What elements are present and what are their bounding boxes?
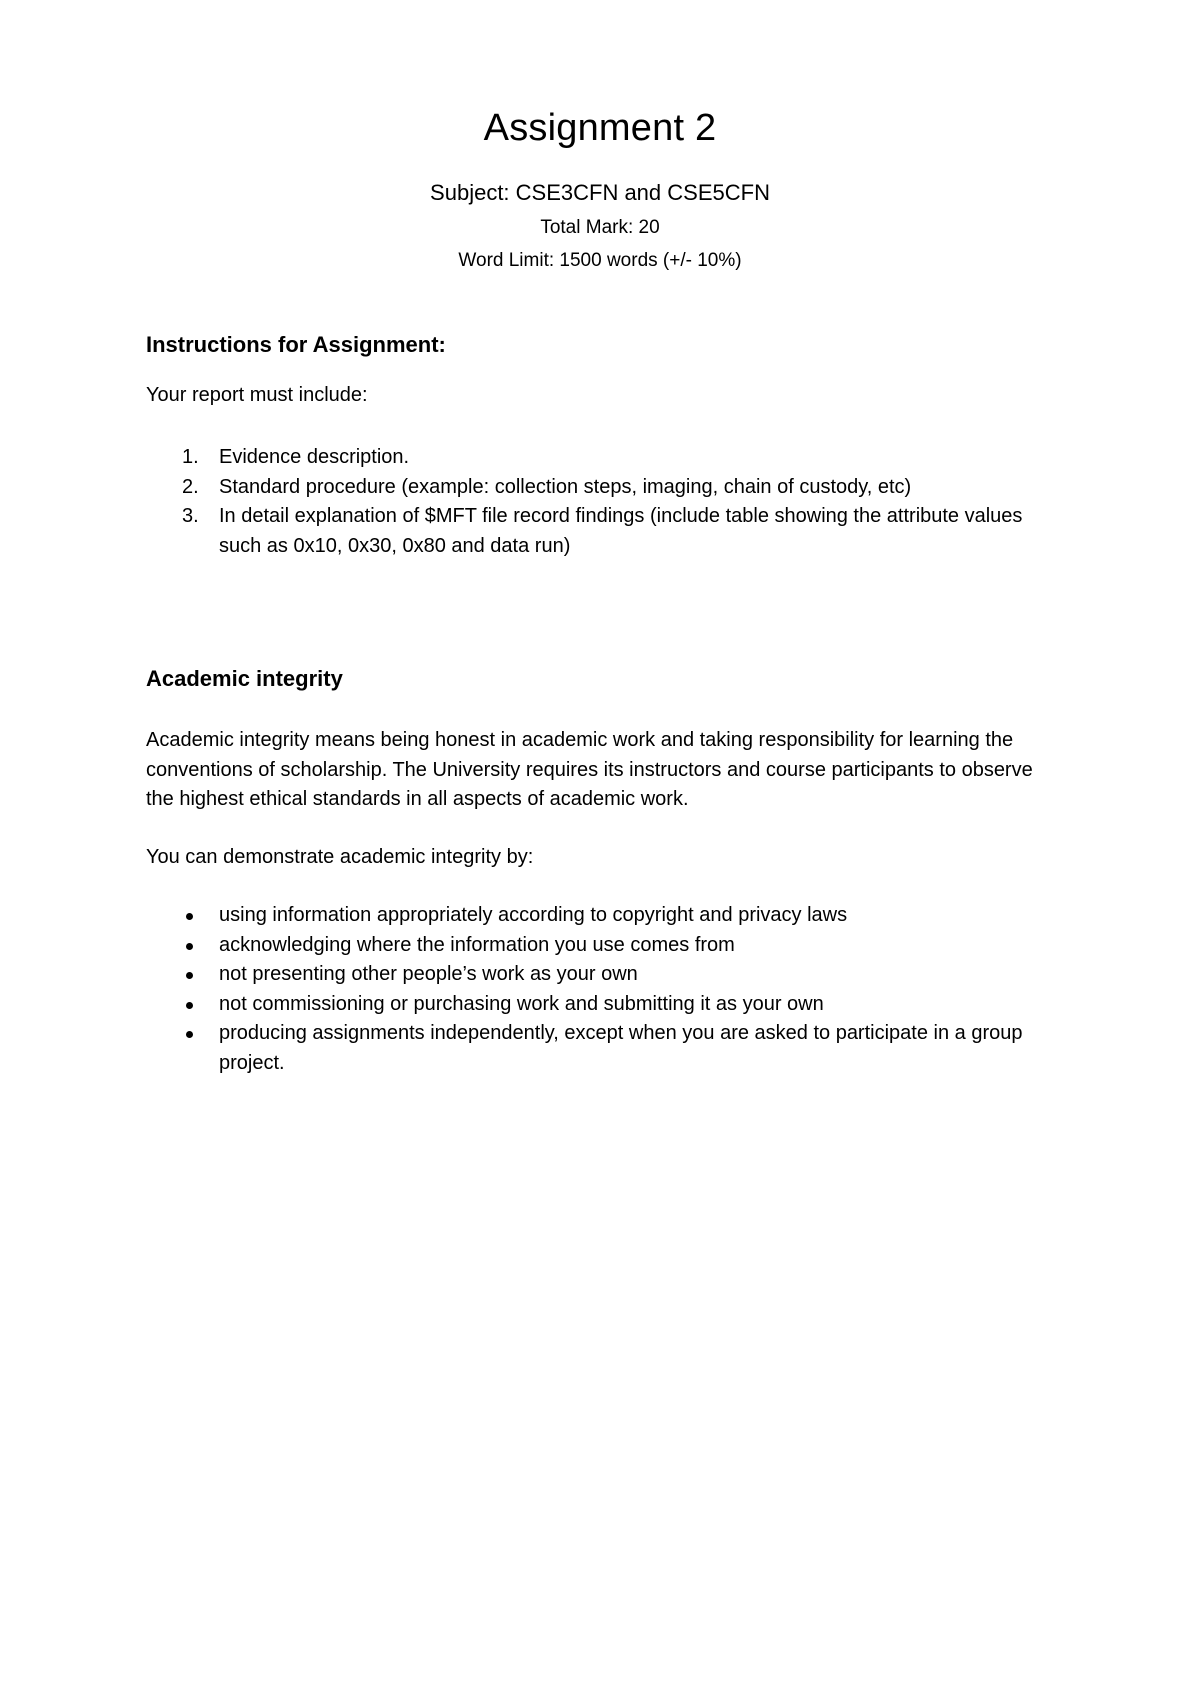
instructions-intro: Your report must include: [146, 384, 368, 406]
integrity-paragraph: Academic integrity means being honest in academic work and taking responsibility for learning the conventions of scholarship. The University requires its instructors and course participants to observe the highest ethical standards in all aspects of academic work. [146, 729, 1033, 810]
list-item-text: Standard procedure (example: collection steps, imaging, chain of custody, etc) [219, 475, 912, 498]
integrity-heading: Academic integrity [146, 666, 343, 691]
bullet-icon [186, 1031, 193, 1038]
list-item [146, 960, 1066, 990]
list-item-text: not commissioning or purchasing work and submitting it as your own [219, 992, 824, 1015]
list-item [146, 931, 1066, 961]
instructions-list [146, 443, 1066, 561]
bullet-icon [186, 972, 193, 979]
total-mark-line: Total Mark: 20 [540, 217, 660, 238]
list-number: 2. [182, 475, 199, 498]
list-item [146, 443, 1066, 473]
list-item [146, 502, 1066, 561]
document-title: Assignment 2 [483, 107, 717, 149]
list-item [146, 901, 1066, 931]
list-item-text: In detail explanation of $MFT file record findings (include table showing the attribute values such as 0x10, 0x30, 0x80 and data run) [219, 505, 1023, 557]
bullet-icon [186, 1002, 193, 1009]
list-item-text: producing assignments independently, except when you are asked to participate in a group project. [219, 1022, 1023, 1074]
integrity-intro: You can demonstrate academic integrity by: [146, 846, 534, 868]
word-limit-line: Word Limit: 1500 words (+/- 10%) [458, 250, 742, 271]
bullet-icon [186, 943, 193, 950]
list-item [146, 473, 1066, 503]
list-number: 1. [182, 446, 199, 468]
list-item [146, 990, 1066, 1020]
list-item-text: acknowledging where the information you use comes from [219, 933, 735, 956]
list-item-text: not presenting other people’s work as your own [219, 963, 638, 985]
bullet-icon [186, 913, 193, 920]
integrity-bullet-list [146, 901, 1066, 1078]
list-item-text: using information appropriately according to copyright and privacy laws [219, 904, 848, 926]
instructions-heading: Instructions for Assignment: [146, 332, 446, 357]
subject-line: Subject: CSE3CFN and CSE5CFN [430, 180, 770, 205]
list-item-text: Evidence description. [219, 446, 410, 468]
list-item [146, 1019, 1066, 1078]
list-number: 3. [182, 505, 199, 527]
